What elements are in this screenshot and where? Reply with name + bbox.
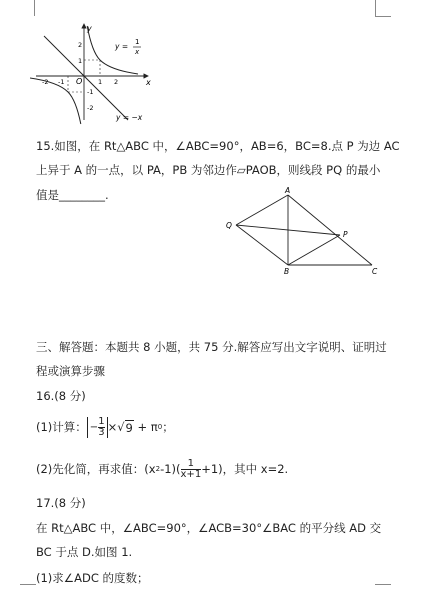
fraction-one-over-x-plus-one — [181, 459, 202, 480]
crop-mark-top-right-h — [375, 16, 391, 17]
x-tick: 2 — [114, 78, 119, 86]
y-tick: -1 — [87, 88, 94, 96]
absolute-value — [87, 417, 108, 438]
segment-ac — [288, 195, 372, 265]
q16-header: 16.(8 分) — [36, 389, 86, 403]
q15-figure — [222, 187, 387, 277]
fraction-den: 3 — [98, 427, 105, 438]
crop-mark-bottom-right — [375, 584, 391, 585]
hyperbola-branch-positive — [87, 26, 138, 74]
q16-part1-end: ； — [162, 420, 174, 434]
crop-mark-bottom-left — [20, 584, 36, 585]
point-label-b: B — [284, 267, 290, 276]
q16-part1-prefix: (1)计算： — [36, 420, 87, 434]
y-tick: 1 — [78, 57, 83, 65]
fraction-num: 1 — [98, 416, 105, 427]
line-label: y = −x — [116, 113, 143, 122]
q15-line-1: 15.如图，在 Rt△ABC 中，∠ABC=90°，AB=6，BC=8.点 P 为边 AC — [36, 139, 400, 153]
section3-line-2: 程或演算步骤 — [36, 364, 105, 378]
q16-part2-mid: -1)( — [160, 462, 181, 476]
point-label-c: C — [372, 267, 378, 276]
q17-line-3: (1)求∠ADC 的度数； — [36, 571, 149, 585]
y-tick: 2 — [78, 41, 83, 49]
q16-part2 — [36, 459, 288, 480]
segment-qa — [236, 195, 288, 225]
curve-label-den: x — [135, 48, 140, 56]
q17-line-1: 在 Rt△ABC 中，∠ABC=90°，∠ACB=30°∠BAC 的平分线 AD 交 — [36, 521, 382, 535]
point-label-q: Q — [226, 221, 232, 230]
segment-pb — [288, 235, 340, 265]
abs-minus: − — [89, 422, 99, 433]
q16-part2-end: +1)，其中 x=2. — [201, 462, 289, 476]
y-tick: -2 — [87, 104, 94, 112]
x-axis-label: x — [146, 78, 151, 87]
x-tick: 1 — [98, 78, 103, 86]
x-tick: -1 — [58, 78, 65, 86]
curve-label-prefix: y = — [115, 42, 129, 51]
pi-term: + π — [133, 420, 158, 434]
function-graph — [30, 20, 160, 125]
sqrt-value: 9 — [125, 420, 133, 435]
point-label-p: P — [343, 230, 348, 239]
point-label-a: A — [285, 187, 291, 195]
section3-line-1: 三、解答题：本题共 8 小题，共 75 分.解答应写出文字说明、证明过 — [36, 340, 387, 354]
pi-exponent: 0 — [157, 423, 163, 431]
q15-line-3: 值是________. — [36, 188, 109, 202]
times-sign: × — [107, 420, 118, 434]
segment-qb — [236, 225, 288, 265]
sqrt-sign: √ — [117, 420, 125, 434]
q15-line-2: 上异于 A 的一点，以 PA，PB 为邻边作▱PAOB，则线段 PQ 的最小 — [36, 163, 381, 177]
curve-label-num: 1 — [135, 38, 140, 46]
fraction-one-third — [98, 417, 104, 438]
q17-line-2: BC 于点 D.如图 1. — [36, 545, 133, 559]
fraction-den: x+1 — [180, 469, 202, 480]
y-axis-label: y — [87, 24, 92, 33]
x-squared-exp: 2 — [155, 465, 161, 473]
fraction-num: 1 — [187, 458, 195, 469]
q16-part2-prefix: (2)先化简，再求值：(x — [36, 462, 156, 476]
crop-mark-top-left — [34, 0, 35, 16]
q17-header: 17.(8 分) — [36, 496, 86, 510]
hyperbola-branch-negative — [30, 78, 81, 124]
origin-label: O — [76, 77, 83, 86]
x-tick: -2 — [42, 78, 49, 86]
crop-mark-top-right — [375, 0, 376, 16]
q16-part1 — [36, 417, 174, 438]
